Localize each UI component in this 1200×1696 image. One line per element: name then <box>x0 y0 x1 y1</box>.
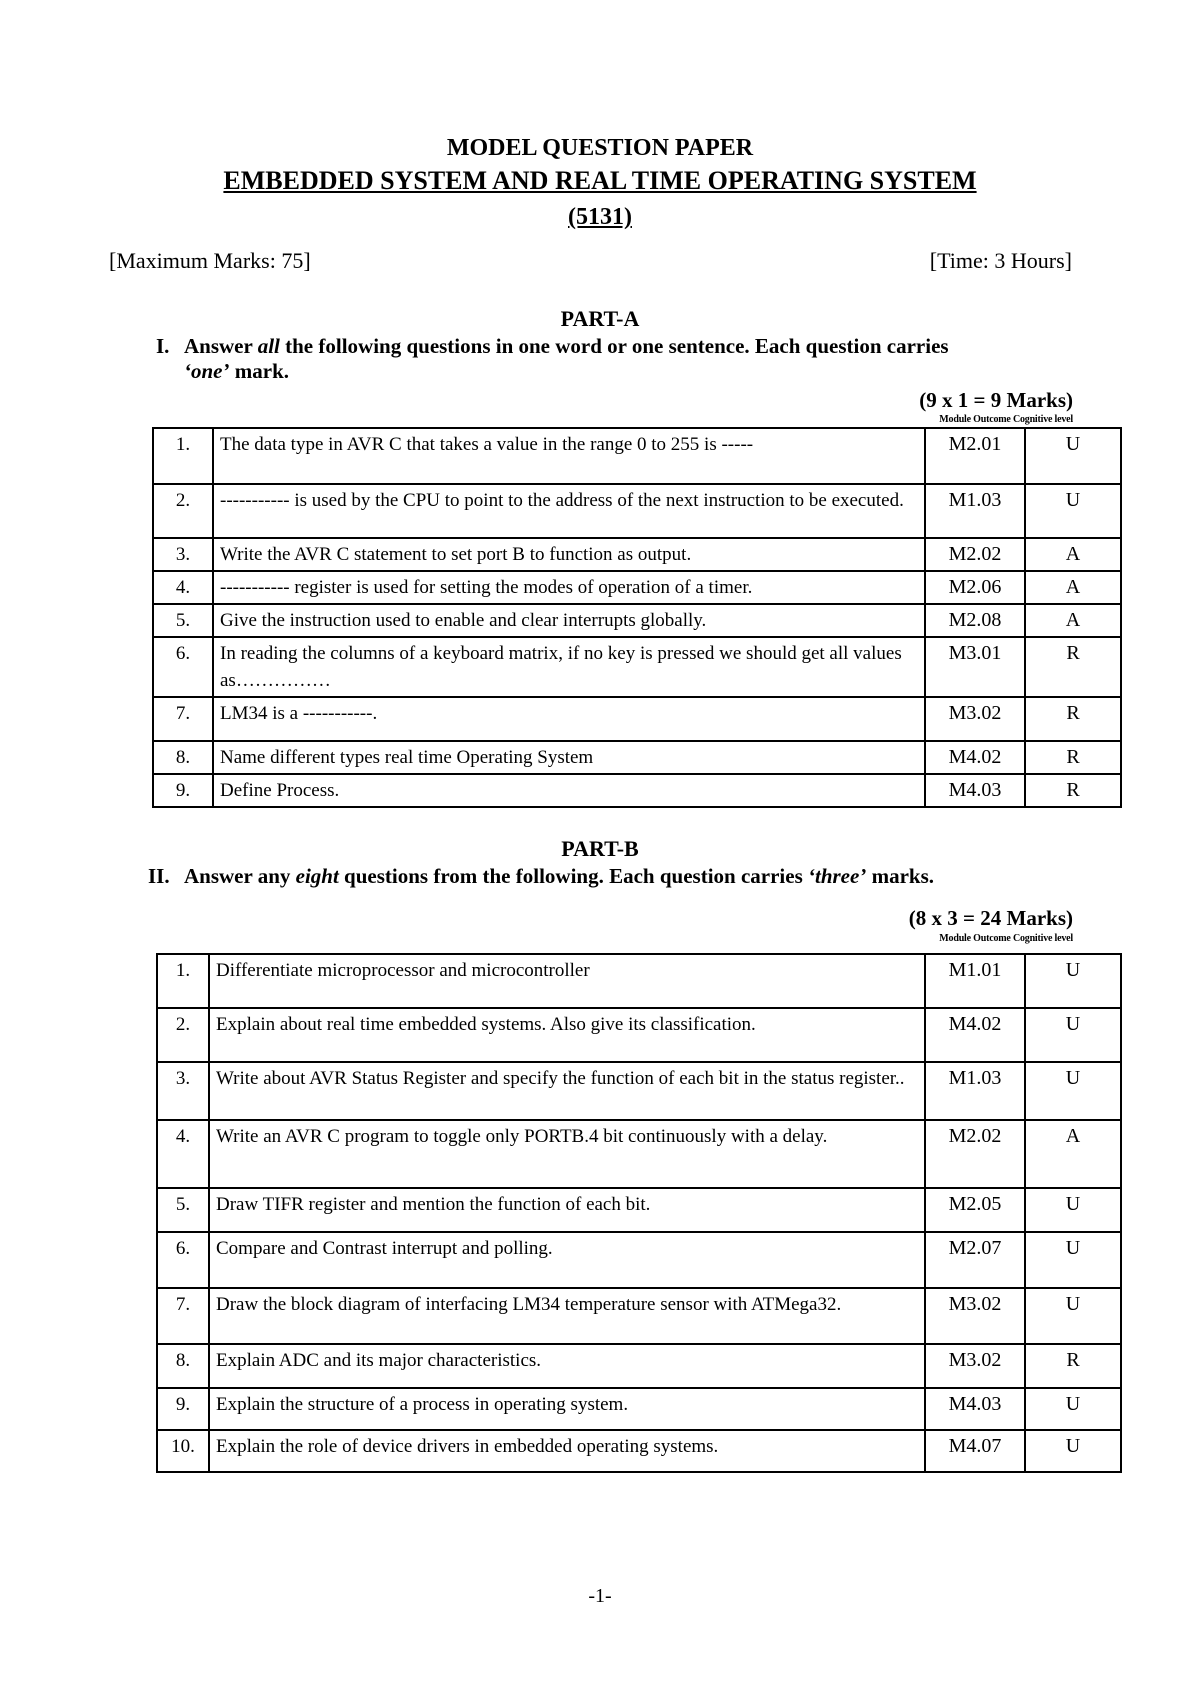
paper-heading: MODEL QUESTION PAPER <box>446 135 754 161</box>
cognitive-level: A <box>1025 538 1121 571</box>
question-text: Explain the role of device drivers in embedded operating systems. <box>209 1430 925 1472</box>
module-outcome: M2.02 <box>925 1120 1025 1188</box>
module-outcome: M2.07 <box>925 1232 1025 1288</box>
question-text: Write about AVR Status Register and specify the function of each bit in the status register.. <box>209 1062 925 1120</box>
module-outcome: M3.02 <box>925 1288 1025 1344</box>
question-number: 6. <box>153 637 213 697</box>
module-outcome: M1.03 <box>925 1062 1025 1120</box>
part-a-question-row <box>153 774 1121 807</box>
question-number: 8. <box>157 1344 209 1388</box>
cognitive-level: U <box>1025 1008 1121 1062</box>
part-a-column-legend: Module Outcome Cognitive level <box>939 414 1073 425</box>
module-outcome: M3.02 <box>925 697 1025 741</box>
module-outcome: M4.07 <box>925 1430 1025 1472</box>
part-b-question-row <box>157 1062 1121 1120</box>
question-text: Differentiate microprocessor and microcontroller <box>209 954 925 1008</box>
cognitive-level: U <box>1025 484 1121 538</box>
cognitive-level: U <box>1025 954 1121 1008</box>
cognitive-level: R <box>1025 774 1121 807</box>
part-a-number: I. <box>156 334 170 358</box>
cognitive-level: A <box>1025 571 1121 604</box>
part-b-allocation: (8 x 3 = 24 Marks) <box>908 906 1073 930</box>
question-text: Compare and Contrast interrupt and polling. <box>209 1232 925 1288</box>
part-b-question-row <box>157 1232 1121 1288</box>
part-b-column-legend: Module Outcome Cognitive level <box>939 933 1073 944</box>
question-text: LM34 is a -----------. <box>213 697 925 741</box>
part-a-question-row <box>153 428 1121 484</box>
cognitive-level: U <box>1025 1062 1121 1120</box>
cognitive-level: R <box>1025 1344 1121 1388</box>
question-number: 7. <box>153 697 213 741</box>
question-text: Give the instruction used to enable and clear interrupts globally. <box>213 604 925 637</box>
cognitive-level: R <box>1025 637 1121 697</box>
part-b-question-row <box>157 1344 1121 1388</box>
question-number: 4. <box>153 571 213 604</box>
module-outcome: M2.08 <box>925 604 1025 637</box>
question-number: 5. <box>153 604 213 637</box>
question-text: ----------- is used by the CPU to point to the address of the next instruction to be executed. <box>213 484 925 538</box>
question-number: 3. <box>153 538 213 571</box>
question-text: Define Process. <box>213 774 925 807</box>
module-outcome: M2.05 <box>925 1188 1025 1232</box>
question-number: 1. <box>157 954 209 1008</box>
subject-title: EMBEDDED SYSTEM AND REAL TIME OPERATING SYSTEM <box>223 166 977 195</box>
exam-time: [Time: 3 Hours] <box>929 248 1072 273</box>
part-a-allocation: (9 x 1 = 9 Marks) <box>919 388 1073 412</box>
question-number: 4. <box>157 1120 209 1188</box>
cognitive-level: U <box>1025 428 1121 484</box>
module-outcome: M4.03 <box>925 1388 1025 1430</box>
part-a-table <box>152 427 1122 808</box>
question-text: Write the AVR C statement to set port B to function as output. <box>213 538 925 571</box>
question-text: Draw the block diagram of interfacing LM34 temperature sensor with ATMega32. <box>209 1288 925 1344</box>
module-outcome: M1.03 <box>925 484 1025 538</box>
question-number: 1. <box>153 428 213 484</box>
part-a-question-row <box>153 484 1121 538</box>
part-b-question-row <box>157 1430 1121 1472</box>
module-outcome: M4.02 <box>925 741 1025 774</box>
module-outcome: M3.02 <box>925 1344 1025 1388</box>
part-a-question-row <box>153 604 1121 637</box>
question-text: Draw TIFR register and mention the function of each bit. <box>209 1188 925 1232</box>
module-outcome: M2.02 <box>925 538 1025 571</box>
part-b-question-row <box>157 1288 1121 1344</box>
cognitive-level: U <box>1025 1188 1121 1232</box>
part-a-title: PART-A <box>560 306 640 331</box>
maximum-marks: [Maximum Marks: 75] <box>109 248 311 273</box>
question-text: ----------- register is used for setting the modes of operation of a timer. <box>213 571 925 604</box>
question-text: Name different types real time Operating System <box>213 741 925 774</box>
part-b-instruction: II. Answer any eight questions from the following. Each question carries ‘three’ marks. <box>148 864 934 888</box>
part-a-question-row <box>153 741 1121 774</box>
question-number: 2. <box>153 484 213 538</box>
part-a-question-row <box>153 571 1121 604</box>
question-number: 2. <box>157 1008 209 1062</box>
question-number: 7. <box>157 1288 209 1344</box>
part-b-title: PART-B <box>561 836 639 861</box>
part-b-number: II. <box>148 864 170 888</box>
cognitive-level: R <box>1025 741 1121 774</box>
module-outcome: M4.02 <box>925 1008 1025 1062</box>
question-number: 5. <box>157 1188 209 1232</box>
subject-code: (5131) <box>568 204 632 230</box>
cognitive-level: R <box>1025 697 1121 741</box>
part-a-instruction: I. Answer all the following questions in one word or one sentence. Each question carries ‘one’ mark. <box>156 334 949 383</box>
part-a-question-row <box>153 538 1121 571</box>
cognitive-level: A <box>1025 1120 1121 1188</box>
page-number: -1- <box>588 1585 612 1607</box>
question-number: 9. <box>153 774 213 807</box>
question-text: Explain about real time embedded systems. Also give its classification. <box>209 1008 925 1062</box>
part-b-question-row <box>157 1188 1121 1232</box>
part-b-question-row <box>157 1120 1121 1188</box>
cognitive-level: U <box>1025 1232 1121 1288</box>
cognitive-level: U <box>1025 1430 1121 1472</box>
part-b-question-row <box>157 1388 1121 1430</box>
module-outcome: M2.01 <box>925 428 1025 484</box>
cognitive-level: A <box>1025 604 1121 637</box>
question-text: Explain the structure of a process in operating system. <box>209 1388 925 1430</box>
cognitive-level: U <box>1025 1388 1121 1430</box>
question-number: 6. <box>157 1232 209 1288</box>
cognitive-level: U <box>1025 1288 1121 1344</box>
part-b-question-row <box>157 1008 1121 1062</box>
question-number: 9. <box>157 1388 209 1430</box>
part-b-table <box>156 953 1122 1473</box>
part-b-question-row <box>157 954 1121 1008</box>
question-text: Explain ADC and its major characteristics. <box>209 1344 925 1388</box>
part-a-question-row <box>153 697 1121 741</box>
question-text: Write an AVR C program to toggle only PORTB.4 bit continuously with a delay. <box>209 1120 925 1188</box>
question-text: The data type in AVR C that takes a value in the range 0 to 255 is ----- <box>213 428 925 484</box>
module-outcome: M3.01 <box>925 637 1025 697</box>
module-outcome: M1.01 <box>925 954 1025 1008</box>
question-number: 8. <box>153 741 213 774</box>
module-outcome: M2.06 <box>925 571 1025 604</box>
part-a-question-row <box>153 637 1121 697</box>
question-number: 10. <box>157 1430 209 1472</box>
question-number: 3. <box>157 1062 209 1120</box>
module-outcome: M4.03 <box>925 774 1025 807</box>
question-text: In reading the columns of a keyboard matrix, if no key is pressed we should get all values as…………… <box>213 637 925 697</box>
